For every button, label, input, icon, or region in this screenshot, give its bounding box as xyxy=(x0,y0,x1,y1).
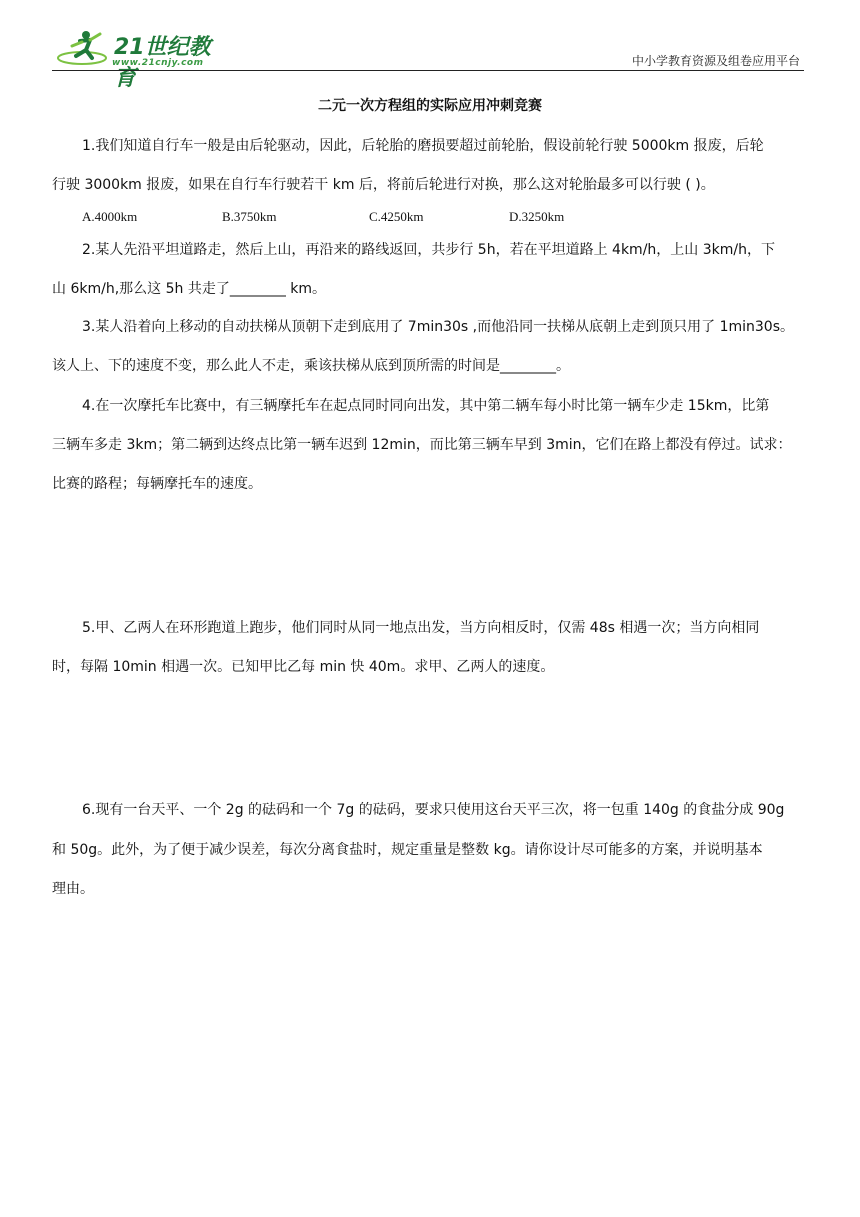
q1-option-c: C.4250km xyxy=(369,209,424,224)
q3-line2: 该人上、下的速度不变，那么此人不走，乘该扶梯从底到顶所需的时间是________。 xyxy=(52,358,570,374)
q5-line2: 时，每隔 10min 相遇一次。已知甲比乙每 min 快 40m。求甲、乙两人的速度。 xyxy=(52,659,555,675)
q3-line1: 3.某人沿着向上移动的自动扶梯从顶朝下走到底用了 7min30s ,而他沿同一扶梯从底朝上走到顶只用了 1min30s。 xyxy=(82,319,794,335)
q4-line2: 三辆车多走 3km；第二辆到达终点比第一辆车迟到 12min，而比第三辆车早到 3min，它们在路上都没有停过。试求： xyxy=(52,437,792,453)
logo xyxy=(52,26,232,91)
header-divider xyxy=(52,70,804,71)
q1-option-b: B.3750km xyxy=(222,209,277,224)
q1-line2: 行驶 3000km 报废，如果在自行车行驶若干 km 后，将前后轮进行对换，那么这对轮胎最多可以行驶 ( )。 xyxy=(52,177,715,193)
q1-option-a: A.4000km xyxy=(82,209,138,224)
q6-line2: 和 50g。此外，为了便于减少误差，每次分离食盐时，规定重量是整数 kg。请你设计尽可能多的方案，并说明基本 xyxy=(52,842,763,858)
q4-line1: 4.在一次摩托车比赛中，有三辆摩托车在起点同时同向出发，其中第二辆车每小时比第一辆车少走 15km，比第 xyxy=(82,398,770,414)
q6-line1: 6.现有一台天平、一个 2g 的砝码和一个 7g 的砝码，要求只使用这台天平三次，将一包重 140g 的食盐分成 90g xyxy=(82,802,785,818)
logo-url: www.21cnjy.com xyxy=(112,58,204,68)
runner-logo-icon xyxy=(56,28,112,68)
logo-text: 21世纪教育 xyxy=(114,35,211,91)
site-tagline: 中小学教育资源及组卷应用平台 xyxy=(631,54,800,68)
q6-line3: 理由。 xyxy=(52,881,94,897)
q2-line1: 2.某人先沿平坦道路走，然后上山，再沿来的路线返回，共步行 5h，若在平坦道路上 4km/h，上山 3km/h，下 xyxy=(82,242,775,258)
q4-line3: 比赛的路程；每辆摩托车的速度。 xyxy=(52,476,262,492)
page-header xyxy=(52,26,804,91)
q2-line2: 山 6km/h,那么这 5h 共走了________ km。 xyxy=(52,281,327,297)
q1-line1: 1.我们知道自行车一般是由后轮驱动，因此，后轮胎的磨损要超过前轮胎，假设前轮行驶 5000km 报废，后轮 xyxy=(82,138,764,154)
q1-option-d: D.3250km xyxy=(509,209,565,224)
q5-line1: 5.甲、乙两人在环形跑道上跑步，他们同时从同一地点出发，当方向相反时，仅需 48s 相遇一次；当方向相同 xyxy=(82,620,760,636)
page-title: 二元一次方程组的实际应用冲刺竞赛 xyxy=(318,98,542,114)
